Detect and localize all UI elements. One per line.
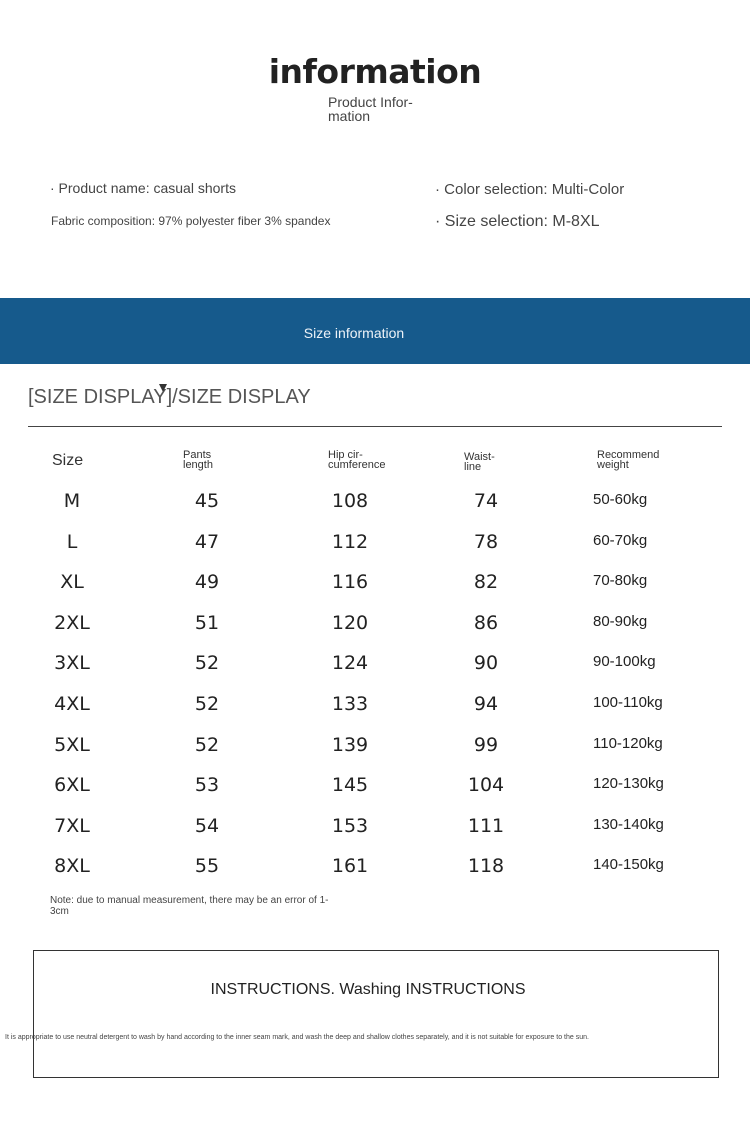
product-name: · Product name: casual shorts [50,180,236,196]
table-cell: 52 [194,733,220,756]
table-cell: 110-120kg [593,734,663,752]
table-cell: 5XL [54,733,90,756]
table-cell: 90 [473,652,499,675]
table-cell: 47 [194,530,220,553]
table-cell: 120 [331,611,369,634]
table-cell: 6XL [54,774,90,797]
table-cell: 7XL [54,814,90,837]
table-cell: 52 [194,693,220,715]
table-cell: 99 [473,733,499,756]
header-size: Size [52,452,84,469]
size-info-banner [0,298,750,364]
table-cell: 53 [194,774,220,797]
table-cell: 139 [331,733,369,756]
divider [28,426,722,427]
table-cell: 120-130kg [593,775,664,793]
table-cell: 130-140kg [593,815,664,833]
table-cell: 80-90kg [593,612,648,630]
table-cell: M [63,490,81,512]
table-cell: 52 [194,652,220,675]
size-selection: · Size selection: M-8XL [435,213,600,230]
table-cell: 2XL [54,611,90,634]
header-hip: Hip cir- cumference [328,449,386,471]
table-cell: 50-60kg [593,491,648,508]
size-display-title: [SIZE DISPLAY]/SIZE DISPLAY [28,386,311,408]
table-cell: 86 [473,611,499,634]
table-cell: 54 [194,814,220,837]
page-subtitle: Product Infor- mation [328,94,413,124]
cursor-icon [159,384,167,392]
washing-title: INSTRUCTIONS. Washing INSTRUCTIONS [210,981,526,998]
table-cell: 3XL [54,652,90,675]
table-cell: 104 [467,774,505,797]
table-cell: 111 [467,814,505,837]
table-cell: 108 [331,490,369,512]
washing-text: It is appropriate to use neutral detergent to wash by hand according to the inner seam mark, and wash the deep and shallow clothes separately, and it is not suitable for exposure to the sun. [5,1034,589,1041]
page-title: information [268,52,482,91]
washing-box [33,950,719,1078]
banner-label: Size information [303,325,405,341]
table-cell: 55 [194,855,220,878]
header-waist: Waist- line [464,451,495,473]
table-cell: 82 [473,571,499,594]
table-cell: 60-70kg [593,531,648,549]
table-cell: 100-110kg [593,694,663,711]
table-cell: 124 [331,652,369,675]
table-cell: 51 [194,611,220,634]
table-cell: 153 [331,814,369,837]
table-cell: 8XL [54,855,90,878]
header-weight: Recommend weight [597,449,660,471]
table-cell: 90-100kg [593,653,656,671]
table-cell: 4XL [54,693,90,715]
table-cell: XL [60,571,84,594]
fabric-composition: Fabric composition: 97% polyester fiber 3% spandex [51,214,331,228]
table-cell: L [66,530,78,553]
measurement-note: Note: due to manual measurement, there may be an error of 1-3cm [50,895,329,917]
table-cell: 74 [473,490,499,512]
table-cell: 118 [467,855,505,878]
table-cell: 49 [194,571,220,594]
table-cell: 140-150kg [593,856,664,874]
table-cell: 161 [331,855,369,878]
table-cell: 78 [473,530,499,553]
table-cell: 145 [331,774,369,797]
table-cell: 94 [473,693,499,715]
color-selection: · Color selection: Multi-Color [435,181,625,198]
table-cell: 116 [331,571,369,594]
table-cell: 45 [194,490,220,512]
table-cell: 133 [331,693,369,715]
table-cell: 70-80kg [593,572,648,590]
table-cell: 112 [331,530,369,553]
header-pants-length: Pants length [183,449,213,471]
